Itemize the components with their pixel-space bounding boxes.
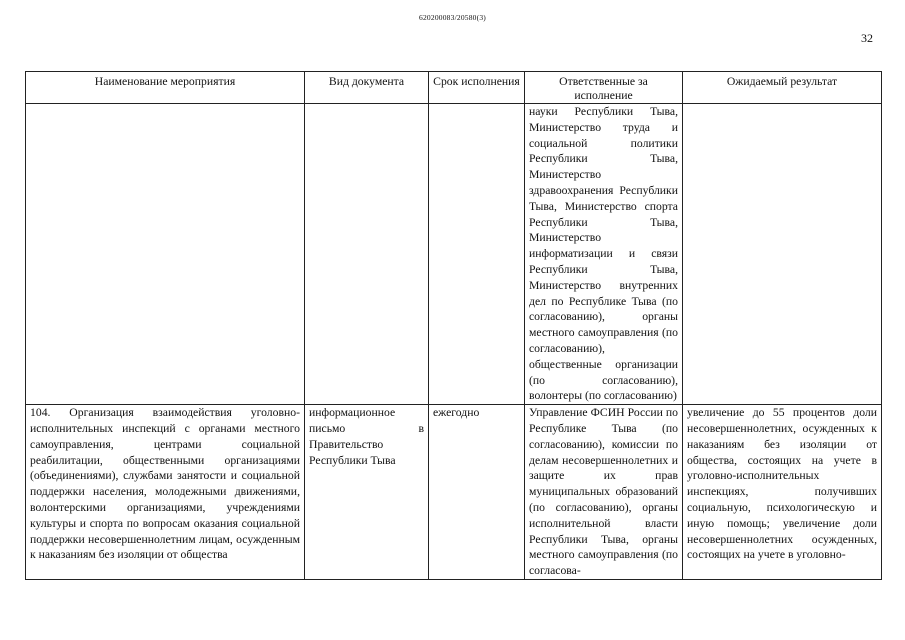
column-header-deadline: Срок исполнения [429,72,525,104]
table-row-104 [26,405,882,580]
table-cell-empty [26,104,305,405]
column-header-responsible: Ответственные за исполнение [525,72,683,104]
table-cell-measure-name: 104. Организация взаимодействия уголовно-исполнительных инспекций с органами местного самоуправления, центрами социальной реабилитации, общественными организациями (объединениями), службами занятости и социальной поддержки населения, молодежными движениями, волонтерскими организациями, учреждениями культуры и спорта по вопросам оказания социальной поддержки несовершеннолетним лицам, осужденным к наказаниям без изоляции от общества [26,405,305,580]
column-header-name: Наименование мероприятия [26,72,305,104]
table-cell-responsible: науки Республики Тыва, Министерство труда и социальной политики Республики Тыва, Министерство здравоохранения Республики Тыва, Министерство спорта Республики Тыва, Министерство информатизации и связи Республики Тыва, Министерство внутренних дел по Республике Тыва (по согласованию), органы местного самоуправления (по согласованию), общественные организации (по согласованию), волонтеры (по согласованию) [525,104,683,405]
table-row-continuation [26,104,882,405]
document-code: 620200083/20580(3) [419,13,486,22]
table-cell-deadline: ежегодно [429,405,525,580]
table-cell-document-type: информационное письмо в Правительство Республики Тыва [305,405,429,580]
column-header-document-type: Вид документа [305,72,429,104]
page-number: 32 [861,31,873,45]
table-cell-responsible: Управление ФСИН России по Республике Тыва (по согласованию), комиссии по делам несовершеннолетних и защите их прав муниципальных образований (по согласованию), органы исполнительной власти Республики Тыва, органы местного самоуправления (по согласова- [525,405,683,580]
action-plan-table [25,71,882,580]
table-cell-expected-result: увеличение до 55 процентов доли несовершеннолетних, осужденных к наказаниям без изоляции от общества, состоящих на учете в уголовно-исполнительных инспекциях, получивших социальную, психологическую и иную помощь; увеличение доли несовершеннолетних осужденных, состоящих на учете в уголовно- [683,405,882,580]
table-cell-empty [683,104,882,405]
table-cell-empty [305,104,429,405]
table-header-row [26,72,882,104]
column-header-expected-result: Ожидаемый результат [683,72,882,104]
table-cell-empty [429,104,525,405]
